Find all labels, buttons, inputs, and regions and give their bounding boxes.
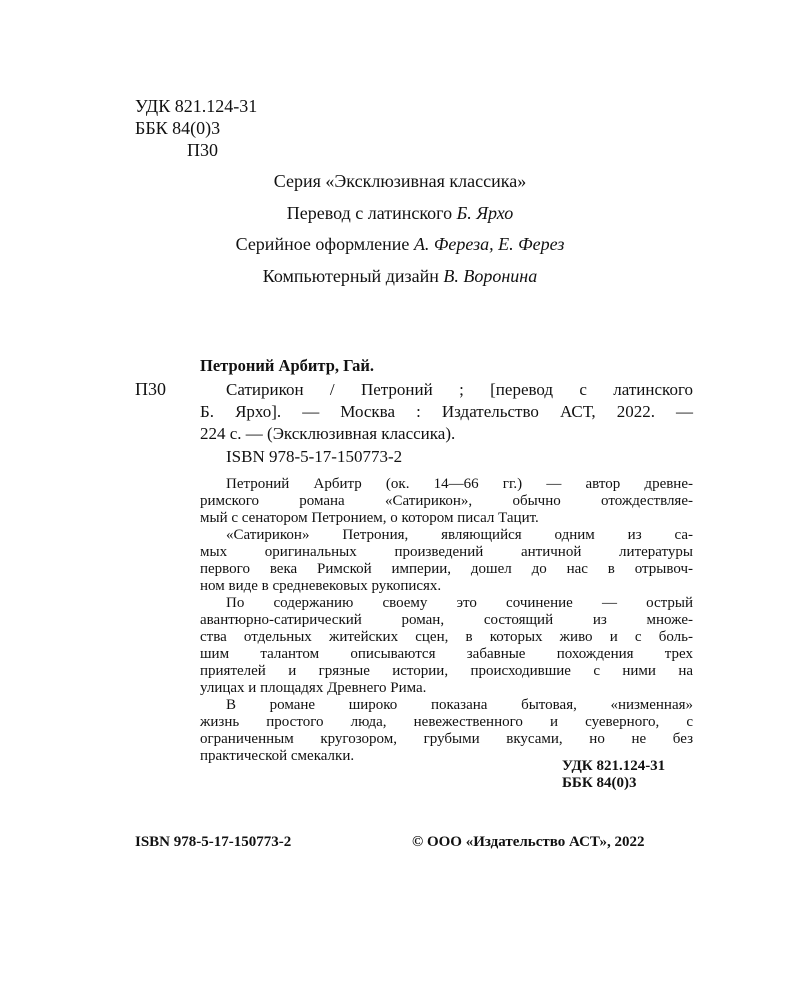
annotation-line: мых оригинальных произведений античной литературы	[200, 544, 693, 560]
footer-isbn: ISBN 978-5-17-150773-2	[135, 834, 292, 850]
annotation-line: По содержанию своему это сочинение — острый	[226, 595, 693, 611]
annotation-line: «Сатирикон» Петрония, являющийся одним из са-	[226, 527, 693, 543]
annotation-line: ства отдельных житейских сцен, в которых живо и с боль-	[200, 629, 693, 645]
annotation-line: шим талантом описываются забавные похождения трех	[200, 646, 693, 662]
bibliographic-line: 224 с. — (Эксклюзивная классика).	[200, 424, 456, 443]
annotation-line: Петроний Арбитр (ок. 14—66 гг.) — автор древне-	[226, 476, 693, 492]
layout-designer-name: В. Воронина	[443, 266, 538, 286]
bibliographic-line: Сатирикон / Петроний ; [перевод с латинского	[226, 380, 693, 399]
udk-code-bottom: УДК 821.124-31	[562, 758, 666, 774]
annotation-line: мый с сенатором Петронием, о котором писал Тацит.	[200, 510, 539, 526]
series-line: Серия «Эксклюзивная классика»	[273, 171, 527, 191]
annotation-line: ограниченным кругозором, грубыми вкусами, но не без	[200, 731, 693, 747]
footer-copyright: © ООО «Издательство АСТ», 2022	[412, 834, 645, 850]
bibliographic-isbn: ISBN 978-5-17-150773-2	[226, 447, 403, 466]
design-label: Серийное оформление	[235, 234, 410, 254]
bbk-code: ББК 84(0)3	[135, 118, 221, 138]
author-heading: Петроний Арбитр, Гай.	[200, 356, 375, 375]
designers-names: А. Фереза, Е. Ферез	[413, 234, 565, 254]
annotation-line: улицах и площадях Древнего Рима.	[200, 680, 427, 696]
translator-name: Б. Ярхо	[456, 203, 514, 223]
annotation-line: римского романа «Сатирикон», обычно отождествляе-	[200, 493, 693, 509]
layout-credit	[0, 266, 800, 287]
annotation-line: жизнь простого люда, невежественного и суеверного, с	[200, 714, 693, 730]
translation-label: Перевод с латинского	[286, 203, 453, 223]
annotation-line: В романе широко показана бытовая, «низменная»	[226, 697, 693, 713]
annotation-line: приятелей и грязные истории, происходившие с ними на	[200, 663, 693, 679]
annotation-line: практической смекалки.	[200, 748, 355, 764]
bibliographic-sign: П30	[135, 379, 166, 399]
layout-label: Компьютерный дизайн	[262, 266, 439, 286]
annotation-line: авантюрно-сатирический роман, состоящий из множе-	[200, 612, 693, 628]
translation-credit	[0, 203, 800, 224]
design-credit	[0, 234, 800, 255]
udk-code: УДК 821.124-31	[135, 96, 258, 116]
bbk-code-bottom: ББК 84(0)3	[562, 775, 637, 791]
author-sign: П30	[187, 140, 218, 160]
annotation-line: ном виде в средневековых рукописях.	[200, 578, 442, 594]
bibliographic-line: Б. Ярхо]. — Москва : Издательство АСТ, 2022. —	[200, 402, 693, 421]
annotation-line: первого века Римской империи, дошел до нас в отрывоч-	[200, 561, 693, 577]
